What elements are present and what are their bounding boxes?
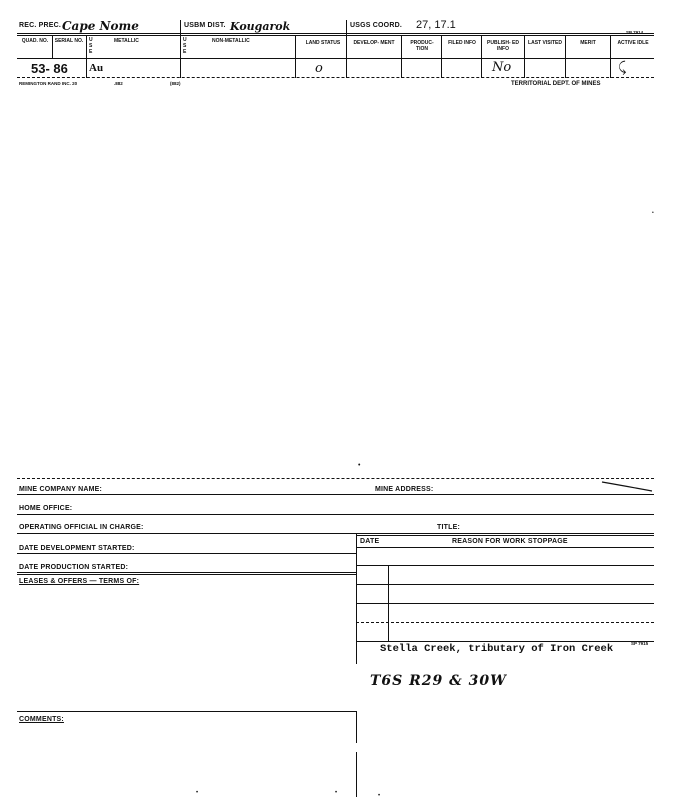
dept-name: TERRITORIAL DEPT. OF MINES xyxy=(511,81,601,87)
printer-code: .882 xyxy=(114,81,123,86)
rule xyxy=(17,514,654,515)
rule xyxy=(356,584,654,585)
published-info-value: No xyxy=(492,60,512,75)
header-merit: MERIT xyxy=(580,40,596,46)
rule xyxy=(17,553,356,554)
divider xyxy=(441,35,442,78)
rule xyxy=(356,565,654,566)
divider xyxy=(86,35,87,78)
header-filed-info: FILED INFO xyxy=(448,40,476,46)
divider xyxy=(356,533,357,664)
rule xyxy=(356,547,654,548)
quad-serial-value: 53- 86 xyxy=(31,61,68,76)
rule xyxy=(17,33,654,34)
usgs-coord-value: 27, 17.1 xyxy=(416,19,456,31)
divider xyxy=(481,35,482,78)
stray-dot: • xyxy=(335,790,338,796)
header-use-metallic: U S E xyxy=(89,37,93,55)
rec-prec-value: Cape Nome xyxy=(62,19,139,33)
header-active-idle: ACTIVE IDLE xyxy=(617,40,649,46)
handwritten-township: T6S R29 & 30W xyxy=(370,673,507,689)
form-number-top: SP 7914 xyxy=(626,30,644,35)
title-label: TITLE: xyxy=(437,524,460,531)
header-non-metallic: NON-METALLIC xyxy=(212,38,250,44)
rule xyxy=(17,77,654,78)
header-serial-no: SERIAL NO. xyxy=(54,38,84,44)
usbm-dist-value: Kougarok xyxy=(230,20,291,33)
active-idle-mark: ⤹ xyxy=(618,59,627,75)
header-published-info: PUBLISH- ED INFO xyxy=(487,40,519,52)
divider xyxy=(565,35,566,78)
divider xyxy=(52,35,53,58)
rule xyxy=(17,711,356,712)
rule xyxy=(356,603,654,604)
divider xyxy=(610,35,611,78)
rule xyxy=(17,35,654,36)
printer-code-2: (882) xyxy=(170,81,181,86)
divider xyxy=(356,752,357,797)
pen-stroke xyxy=(600,480,655,492)
usgs-coord-label: USGS COORD. xyxy=(350,22,402,29)
land-status-value: o xyxy=(315,61,323,76)
rule xyxy=(17,478,654,479)
usbm-dist-label: USBM DIST. xyxy=(184,22,226,29)
date-column-header: DATE xyxy=(360,538,380,545)
operating-official-label: OPERATING OFFICIAL IN CHARGE: xyxy=(19,524,144,531)
metallic-value: Au xyxy=(89,62,104,74)
rule xyxy=(17,574,356,575)
date-production-started-label: DATE PRODUCTION STARTED: xyxy=(19,564,129,571)
divider xyxy=(346,20,347,78)
stray-dot: • xyxy=(652,210,654,216)
stray-dot: • xyxy=(378,793,381,799)
divider xyxy=(524,35,525,78)
rule xyxy=(356,641,654,642)
rule xyxy=(17,58,654,59)
divider xyxy=(401,35,402,78)
divider xyxy=(388,566,389,642)
reason-column-header: REASON FOR WORK STOPPAGE xyxy=(452,538,568,545)
header-last-visited: LAST VISITED xyxy=(528,40,562,46)
mine-company-name-label: MINE COMPANY NAME: xyxy=(19,486,103,493)
header-land-status: LAND STATUS xyxy=(305,40,341,46)
header-quad-no: QUAD. NO. xyxy=(21,38,49,44)
leases-label: LEASES & OFFERS — TERMS OF: xyxy=(19,578,140,585)
typed-location: Stella Creek, tributary of Iron Creek xyxy=(380,643,614,655)
printer-line: REMINGTON RAND INC. 20 xyxy=(19,81,78,86)
form-number-bottom: SP 7915 xyxy=(631,641,649,646)
rec-prec-label: REC. PREC. xyxy=(19,22,62,29)
divider xyxy=(356,711,357,743)
date-development-started-label: DATE DEVELOPMENT STARTED: xyxy=(19,545,135,552)
header-development: DEVELOP- MENT xyxy=(353,40,395,46)
header-production: PRODUC- TION xyxy=(410,40,434,52)
rule xyxy=(17,572,356,573)
header-metallic: METALLIC xyxy=(114,38,139,44)
stray-dot: • xyxy=(358,462,361,469)
divider xyxy=(180,20,181,78)
header-use-nonmetallic: U S E xyxy=(183,37,187,55)
divider xyxy=(295,35,296,78)
mine-address-label: MINE ADDRESS: xyxy=(375,486,434,493)
rule xyxy=(17,494,654,495)
rule xyxy=(356,622,654,623)
rule xyxy=(356,535,654,536)
rule xyxy=(17,533,654,534)
comments-label: COMMENTS: xyxy=(19,716,64,723)
home-office-label: HOME OFFICE: xyxy=(19,505,73,512)
stray-dot: • xyxy=(196,790,199,796)
